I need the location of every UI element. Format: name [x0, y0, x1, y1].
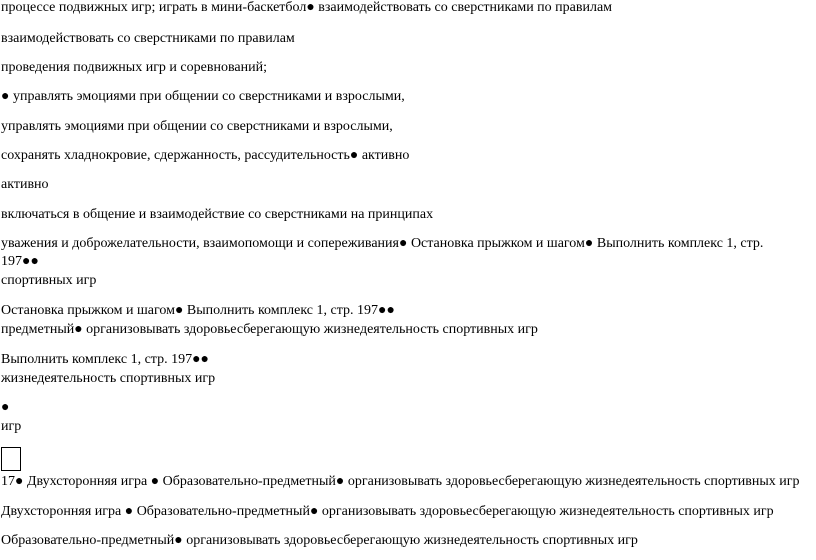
text-line-20: Образовательно-предметный● организовывать здоровьесберегающую жизнедеятельность спортивных игр [1, 533, 638, 548]
text-line-1: процессе подвижных игр; играть в мини-баскетбол● взаимодействовать со сверстниками по правилам [1, 0, 613, 15]
text-line-19: Двухсторонняя игра ● Образовательно-предметный● организовывать здоровьесберегающую жизнедеятельность спортивных игр [1, 504, 774, 519]
empty-cell-box [1, 447, 21, 471]
text-line-14: Выполнить комплекс 1, стр. 197●● [1, 352, 209, 367]
text-line-16: ● [1, 400, 10, 415]
text-line-18: 17● Двухсторонняя игра ● Образовательно-предметный● организовывать здоровьесберегающую жизнедеятельность спортивных игр [1, 474, 800, 489]
text-line-9: уважения и доброжелательности, взаимопомощи и сопереживания● Остановка прыжком и шагом● Выполнить комплекс 1, стр. [1, 236, 764, 251]
text-line-5: управлять эмоциями при общении со сверстниками и взрослыми, [1, 119, 393, 134]
text-line-8: включаться в общение и взаимодействие со сверстниками на принципах [1, 207, 434, 222]
text-line-17: игр [1, 419, 22, 434]
text-line-7: активно [1, 177, 49, 192]
text-line-10: 197●● [1, 254, 39, 269]
text-line-11: спортивных игр [1, 273, 97, 288]
text-line-2: взаимодействовать со сверстниками по правилам [1, 31, 295, 46]
text-line-6: сохранять хладнокровие, сдержанность, рассудительность● активно [1, 148, 410, 163]
text-line-13: предметный● организовывать здоровьесберегающую жизнедеятельность спортивных игр [1, 322, 538, 337]
text-line-3: проведения подвижных игр и соревнований; [1, 60, 267, 75]
text-line-12: Остановка прыжком и шагом● Выполнить комплекс 1, стр. 197●● [1, 303, 395, 318]
text-line-4: ● управлять эмоциями при общении со сверстниками и взрослыми, [1, 89, 405, 104]
text-line-15: жизнедеятельность спортивных игр [1, 371, 216, 386]
